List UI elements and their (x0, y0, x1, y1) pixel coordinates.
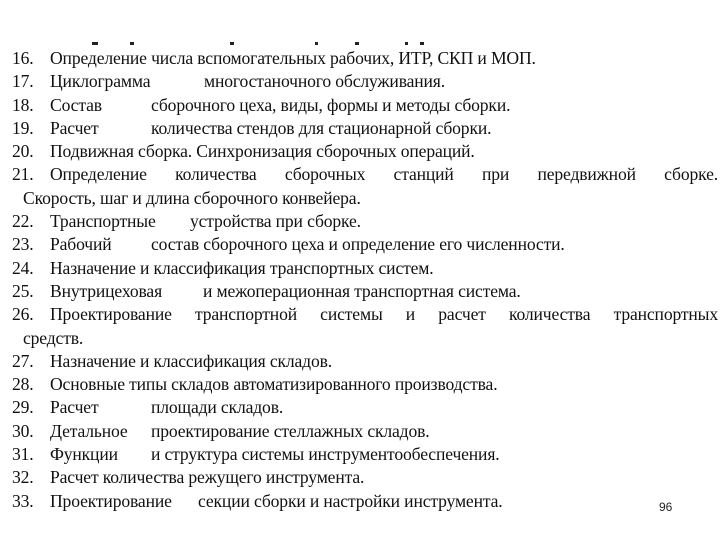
list-item (12, 490, 718, 513)
item-text: Определение числа вспомогательных рабочих, ИТР, СКП и МОП. (50, 48, 536, 68)
page-number: 96 (659, 500, 673, 514)
item-text: Детальное (50, 420, 128, 441)
list-item (12, 280, 718, 303)
item-text-continued: многостаночного обслуживания. (204, 71, 446, 92)
list-item (12, 210, 718, 233)
list-item (12, 140, 718, 163)
item-text: Назначение и классификация транспортных систем. (50, 257, 434, 278)
item-text-continued: Скорость, шаг и длина сборочного конвейера. (23, 187, 361, 208)
item-text: Циклограмма (50, 71, 151, 92)
item-number: 25. (12, 280, 34, 301)
item-text-continued: секции сборки и настройки инструмента. (198, 490, 503, 511)
list-item (12, 94, 718, 117)
item-text: Состав (50, 94, 102, 115)
item-text-continued: площади складов. (151, 397, 284, 418)
list-item (12, 70, 718, 93)
item-text: Подвижная сборка. Синхронизация сборочных операций. (50, 141, 475, 162)
item-text-continued: количества стендов для стационарной сборки. (151, 117, 492, 138)
list-item (12, 420, 718, 443)
item-number: 29. (12, 397, 34, 418)
item-number: 28. (12, 374, 34, 395)
item-number: 18. (12, 94, 34, 115)
item-text: Определение количества сборочных станций при передвижной сборке. (50, 164, 718, 185)
item-text: Транспортные (50, 211, 156, 232)
item-text: Функции (50, 444, 118, 465)
list-item (12, 163, 718, 186)
list-item (12, 233, 718, 256)
list-item (12, 303, 718, 326)
item-number: 21. (12, 164, 34, 185)
exam-questions-list (12, 47, 718, 513)
item-number: 26. (12, 304, 34, 325)
item-text: Расчет количества режущего инструмента. (50, 467, 365, 488)
item-number: 33. (12, 490, 34, 511)
list-item (12, 466, 718, 489)
list-item (12, 47, 718, 70)
item-number: 19. (12, 117, 34, 138)
item-number: 32. (12, 467, 34, 488)
list-item (12, 350, 718, 373)
item-text: Внутрицеховая (50, 280, 163, 301)
item-text: Назначение и классификация складов. (50, 350, 333, 371)
list-item (12, 373, 718, 396)
item-text-continued: и межоперационная транспортная система. (203, 280, 521, 301)
item-number: 27. (12, 350, 34, 371)
list-item-continuation (12, 187, 718, 210)
item-number: 30. (12, 420, 34, 441)
item-text-continued: состав сборочного цеха и определение его численности. (151, 234, 565, 255)
list-item-continuation (12, 327, 718, 350)
list-item (12, 396, 718, 419)
item-number: 23. (12, 234, 34, 255)
item-number: 16. (12, 48, 34, 68)
item-number: 22. (12, 211, 34, 232)
item-number: 24. (12, 257, 34, 278)
item-text: Рабочий (50, 234, 112, 255)
item-text-continued: устройства при сборке. (190, 211, 361, 232)
item-text: Расчет (50, 397, 99, 418)
list-item (12, 443, 718, 466)
list-item (12, 257, 718, 280)
item-text-continued: средств. (23, 327, 84, 348)
item-text-continued: проектирование стеллажных складов. (151, 420, 430, 441)
item-text: Основные типы складов автоматизированного производства. (50, 374, 498, 395)
item-number: 17. (12, 71, 34, 92)
item-text-continued: сборочного цеха, виды, формы и методы сборки. (151, 94, 511, 115)
item-text-continued: и структура системы инструментообеспечения. (151, 444, 500, 465)
list-item (12, 117, 718, 140)
item-text: Расчет (50, 117, 99, 138)
item-number: 31. (12, 444, 34, 465)
item-number: 20. (12, 141, 34, 162)
item-text: Проектирование транспортной системы и расчет количества транспортных (50, 304, 718, 325)
item-text: Проектирование (50, 490, 172, 511)
